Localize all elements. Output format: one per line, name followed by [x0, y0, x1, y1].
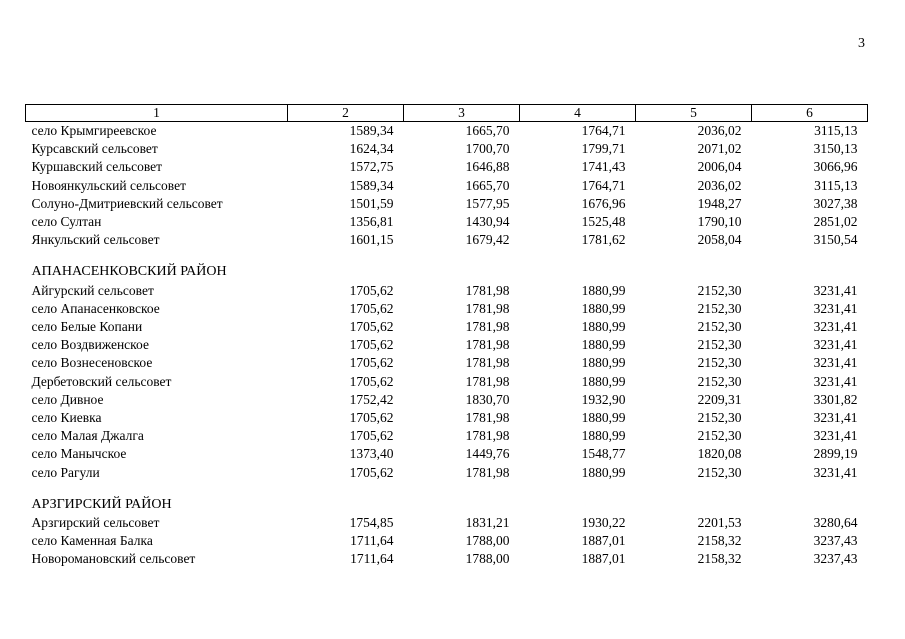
value-cell-col-3: 1788,00: [465, 533, 510, 549]
value-cell-col-4: 1764,71: [581, 177, 626, 193]
settlement-name: село Каменная Балка: [31, 533, 153, 549]
value-cell-col-5: 2152,30: [697, 355, 742, 371]
value-cell-col-5: 2006,04: [697, 159, 742, 175]
value-cell-col-6: 3150,54: [813, 232, 858, 248]
district-heading-row: [26, 263, 868, 281]
value-cell-col-5: 1790,10: [697, 214, 742, 230]
settlement-name: село Киевка: [31, 410, 102, 426]
value-cell-col-4: 1887,01: [581, 551, 626, 567]
value-cell-col-2: 1705,62: [349, 428, 394, 444]
value-cell-col-4: 1525,48: [581, 214, 626, 230]
value-cell-col-4: 1548,77: [581, 446, 626, 462]
value-cell-col-4: 1676,96: [581, 195, 626, 211]
value-cell-col-3: 1781,98: [465, 337, 510, 353]
value-cell-col-2: 1752,42: [349, 391, 394, 407]
value-cell-col-2: 1705,62: [349, 373, 394, 389]
value-cell-col-6: 3231,41: [813, 428, 858, 444]
settlement-name: Новоромановский сельсовет: [31, 551, 196, 567]
spacer-cell: [26, 249, 868, 263]
value-cell-col-6: 3280,64: [813, 515, 858, 531]
value-cell-col-3: 1700,70: [465, 141, 510, 157]
value-cell-col-5: 1820,08: [697, 446, 742, 462]
value-cell-col-4: 1880,99: [581, 410, 626, 426]
district-heading: АПАНАСЕНКОВСКИЙ РАЙОН: [31, 264, 227, 280]
value-cell-col-5: 2152,30: [697, 428, 742, 444]
value-cell-col-2: 1705,62: [349, 319, 394, 335]
column-header-6: 6: [752, 105, 868, 122]
value-cell-col-4: 1880,99: [581, 282, 626, 298]
value-cell-col-4: 1781,62: [581, 232, 626, 248]
spacer-row: [26, 249, 868, 263]
value-cell-col-4: 1887,01: [581, 533, 626, 549]
table-row: [26, 122, 868, 141]
value-cell-col-2: 1705,62: [349, 282, 394, 298]
table-row: [26, 409, 868, 427]
table-row: [26, 282, 868, 300]
value-cell-col-5: 2036,02: [697, 123, 742, 138]
value-cell-col-4: 1880,99: [581, 337, 626, 353]
settlement-name: Дербетовский сельсовет: [31, 373, 172, 389]
table-body: [26, 122, 868, 569]
settlement-name: село Воздвиженское: [31, 337, 149, 353]
value-cell-col-5: 2152,30: [697, 300, 742, 316]
value-cell-col-5: 2158,32: [697, 551, 742, 567]
spacer-row: [26, 482, 868, 496]
column-header-2: 2: [288, 105, 404, 122]
value-cell-col-2: 1711,64: [350, 533, 394, 549]
value-cell-col-5: 2036,02: [697, 177, 742, 193]
table-row: [26, 177, 868, 195]
value-cell-col-4: 1932,90: [581, 391, 626, 407]
value-cell-col-5: 2201,53: [697, 515, 742, 531]
column-header-4: 4: [520, 105, 636, 122]
value-cell-col-5: 2152,30: [697, 337, 742, 353]
value-cell-col-2: 1624,34: [349, 141, 394, 157]
value-cell-col-3: 1781,98: [465, 373, 510, 389]
value-cell-col-2: 1705,62: [349, 337, 394, 353]
value-cell-col-6: 3237,43: [813, 533, 858, 549]
value-cell-col-5: 2152,30: [697, 410, 742, 426]
settlement-name: Янкульский сельсовет: [31, 232, 160, 248]
value-cell-col-6: 3231,41: [813, 319, 858, 335]
value-cell-col-6: 3115,13: [814, 123, 858, 138]
value-cell-col-2: 1589,34: [349, 177, 394, 193]
value-cell-col-3: 1449,76: [465, 446, 510, 462]
value-cell-col-3: 1788,00: [465, 551, 510, 567]
settlement-name: село Малая Джалга: [31, 428, 144, 444]
value-cell-col-3: 1646,88: [465, 159, 510, 175]
value-cell-col-2: 1705,62: [349, 355, 394, 371]
value-cell-col-6: 3237,43: [813, 551, 858, 567]
table-row: [26, 300, 868, 318]
settlement-name: Новоянкульский сельсовет: [31, 177, 186, 193]
settlement-name: село Вознесеновское: [31, 355, 153, 371]
value-cell-col-3: 1781,98: [465, 464, 510, 480]
table-row: [26, 445, 868, 463]
table-row: [26, 336, 868, 354]
page-number: 3: [858, 36, 865, 51]
value-cell-col-6: 3150,13: [813, 141, 858, 157]
settlement-name: село Белые Копани: [31, 319, 143, 335]
table-row: [26, 391, 868, 409]
value-cell-col-4: 1741,43: [581, 159, 626, 175]
value-cell-col-4: 1880,99: [581, 319, 626, 335]
value-cell-col-3: 1781,98: [465, 319, 510, 335]
value-cell-col-5: 2152,30: [697, 464, 742, 480]
value-cell-col-5: 2209,31: [697, 391, 742, 407]
table-row: [26, 427, 868, 445]
table-row: [26, 532, 868, 550]
value-cell-col-6: 3231,41: [813, 300, 858, 316]
value-cell-col-3: 1781,98: [465, 282, 510, 298]
value-cell-col-2: 1589,34: [349, 123, 394, 138]
value-cell-col-6: 3231,41: [813, 410, 858, 426]
value-cell-col-2: 1705,62: [349, 464, 394, 480]
value-cell-col-4: 1764,71: [581, 123, 626, 138]
settlement-name: село Дивное: [31, 391, 104, 407]
value-cell-col-4: 1880,99: [581, 355, 626, 371]
settlement-name: село Апанасенковское: [31, 300, 160, 316]
settlement-name: село Крымгиреевское: [31, 123, 157, 138]
value-cell-col-3: 1781,98: [465, 428, 510, 444]
settlement-name: Айгурский сельсовет: [31, 282, 154, 298]
value-cell-col-4: 1880,99: [581, 464, 626, 480]
table-row: [26, 550, 868, 568]
table-row: [26, 231, 868, 249]
value-cell-col-2: 1572,75: [349, 159, 394, 175]
value-cell-col-3: 1665,70: [465, 123, 510, 138]
settlement-name: Куршавский сельсовет: [31, 159, 163, 175]
value-cell-col-6: 3231,41: [813, 464, 858, 480]
value-cell-col-3: 1430,94: [465, 214, 510, 230]
column-header-5: 5: [636, 105, 752, 122]
settlement-name: село Султан: [31, 214, 102, 230]
column-header-3: 3: [404, 105, 520, 122]
table-row: [26, 195, 868, 213]
value-cell-col-5: 2058,04: [697, 232, 742, 248]
table-row: [26, 464, 868, 482]
value-cell-col-6: 2899,19: [813, 446, 858, 462]
value-cell-col-2: 1601,15: [349, 232, 394, 248]
settlement-name: Арзгирский сельсовет: [31, 515, 160, 531]
value-cell-col-6: 3231,41: [813, 337, 858, 353]
settlement-name: Солуно-Дмитриевский сельсовет: [31, 195, 223, 211]
value-cell-col-6: 3115,13: [814, 177, 858, 193]
value-cell-col-2: 1373,40: [349, 446, 394, 462]
value-cell-col-5: 2152,30: [697, 373, 742, 389]
value-cell-col-2: 1711,64: [350, 551, 394, 567]
value-cell-col-3: 1577,95: [465, 195, 510, 211]
tariff-table: [25, 104, 868, 569]
value-cell-col-3: 1831,21: [465, 515, 510, 531]
table-row: [26, 318, 868, 336]
district-heading: АРЗГИРСКИЙ РАЙОН: [31, 496, 172, 512]
table-row: [26, 373, 868, 391]
value-cell-col-5: 2152,30: [697, 319, 742, 335]
column-header-1: 1: [26, 105, 288, 122]
settlement-name: Курсавский сельсовет: [31, 141, 158, 157]
value-cell-col-3: 1781,98: [465, 355, 510, 371]
value-cell-col-5: 1948,27: [697, 195, 742, 211]
value-cell-col-2: 1754,85: [349, 515, 394, 531]
spacer-cell: [26, 482, 868, 496]
value-cell-col-6: 3231,41: [813, 282, 858, 298]
table-row: [26, 354, 868, 372]
table-header-row: [26, 105, 868, 122]
value-cell-col-3: 1781,98: [465, 300, 510, 316]
value-cell-col-6: 3301,82: [813, 391, 858, 407]
value-cell-col-2: 1705,62: [349, 410, 394, 426]
value-cell-col-6: 3231,41: [813, 373, 858, 389]
value-cell-col-4: 1880,99: [581, 373, 626, 389]
value-cell-col-6: 3027,38: [813, 195, 858, 211]
value-cell-col-6: 2851,02: [813, 214, 858, 230]
value-cell-col-2: 1356,81: [349, 214, 394, 230]
table-row: [26, 158, 868, 176]
settlement-name: село Рагули: [31, 464, 100, 480]
value-cell-col-2: 1501,59: [349, 195, 394, 211]
value-cell-col-3: 1830,70: [465, 391, 510, 407]
value-cell-col-3: 1665,70: [465, 177, 510, 193]
value-cell-col-5: 2158,32: [697, 533, 742, 549]
value-cell-col-4: 1799,71: [581, 141, 626, 157]
settlement-name: село Манычское: [31, 446, 127, 462]
value-cell-col-2: 1705,62: [349, 300, 394, 316]
value-cell-col-6: 3231,41: [813, 355, 858, 371]
value-cell-col-5: 2071,02: [697, 141, 742, 157]
value-cell-col-3: 1781,98: [465, 410, 510, 426]
table-row: [26, 514, 868, 532]
value-cell-col-5: 2152,30: [697, 282, 742, 298]
value-cell-col-4: 1880,99: [581, 300, 626, 316]
value-cell-col-4: 1880,99: [581, 428, 626, 444]
table-row: [26, 140, 868, 158]
value-cell-col-4: 1930,22: [581, 515, 626, 531]
district-heading-row: [26, 496, 868, 514]
value-cell-col-6: 3066,96: [813, 159, 858, 175]
value-cell-col-3: 1679,42: [465, 232, 510, 248]
table-row: [26, 213, 868, 231]
